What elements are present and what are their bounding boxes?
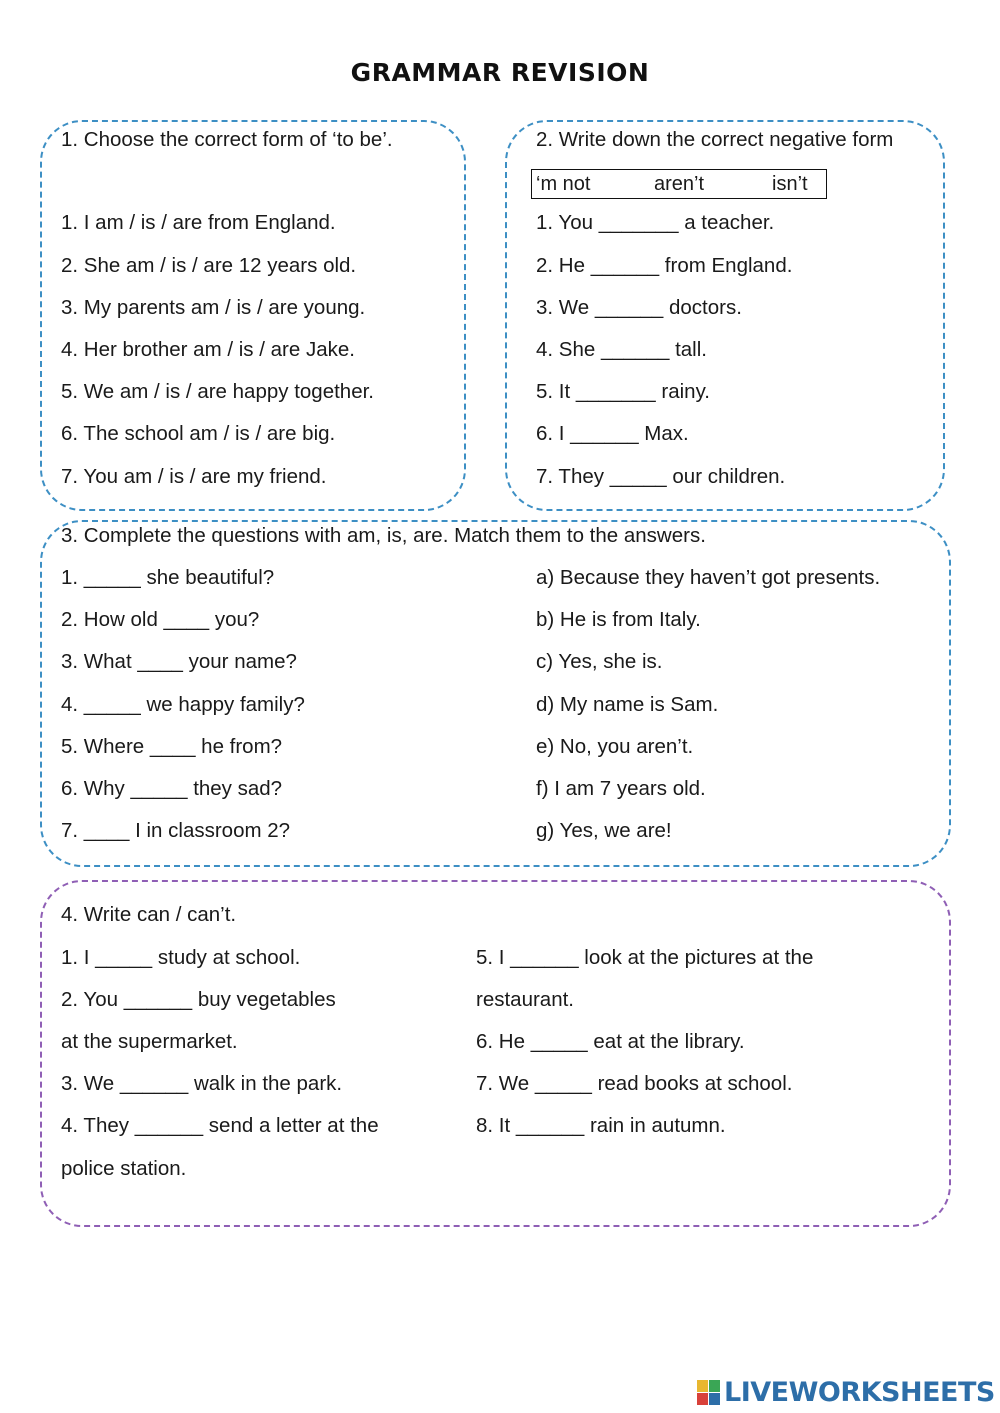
section-4-line: 4. They ______ send a letter at the [61,1114,379,1137]
logo-squares-icon [697,1380,721,1406]
section-1-item: 7. You am / is / are my friend. [61,465,327,488]
section-4-line: 6. He _____ eat at the library. [476,1030,745,1053]
section-3-answer: a) Because they haven’t got presents. [536,566,881,589]
word-option: isn’t [772,173,808,195]
section-3-answer: c) Yes, she is. [536,650,663,673]
section-4-line: restaurant. [476,988,574,1011]
section-4-line: 5. I ______ look at the pictures at the [476,946,814,969]
section-4-line: 8. It ______ rain in autumn. [476,1114,726,1137]
brand-name: LIVEWORKSHEETS [724,1377,995,1408]
section-2-item: 5. It _______ rainy. [536,380,710,403]
section-1-item: 5. We am / is / are happy together. [61,380,374,403]
word-options-box [531,169,827,199]
section-1-item: 3. My parents am / is / are young. [61,296,366,319]
section-3-question: 6. Why _____ they sad? [61,777,283,800]
section-2-item: 7. They _____ our children. [536,465,786,488]
section-4-line: at the supermarket. [61,1030,238,1053]
section-1-item: 2. She am / is / are 12 years old. [61,254,357,277]
section-3-question: 1. _____ she beautiful? [61,566,275,589]
section-2-item: 6. I ______ Max. [536,422,689,445]
section-3-heading: 3. Complete the questions with am, is, are. Match them to the answers. [61,524,706,547]
section-3-question: 7. ____ I in classroom 2? [61,819,291,842]
section-4-heading: 4. Write can / can’t. [61,903,237,926]
section-1-heading: 1. Choose the correct form of ‘to be’. [61,128,393,151]
section-1-item: 4. Her brother am / is / are Jake. [61,338,355,361]
section-3-answer: g) Yes, we are! [536,819,672,842]
section-4-line: 1. I _____ study at school. [61,946,301,969]
section-1-item: 6. The school am / is / are big. [61,422,336,445]
section-3-question: 3. What ____ your name? [61,650,297,673]
word-option: aren’t [654,173,705,195]
section-3-answer: f) I am 7 years old. [536,777,706,800]
section-3-answer: d) My name is Sam. [536,693,719,716]
section-4-line: police station. [61,1157,187,1180]
section-4-line: 3. We ______ walk in the park. [61,1072,343,1095]
section-3-answer: b) He is from Italy. [536,608,701,631]
section-2-item: 1. You _______ a teacher. [536,211,775,234]
word-option: ‘m not [536,173,591,195]
section-2-item: 2. He ______ from England. [536,254,793,277]
section-4-line: 2. You ______ buy vegetables [61,988,336,1011]
page-title: GRAMMAR REVISION [350,58,650,87]
section-3-question: 5. Where ____ he from? [61,735,283,758]
section-2-item: 3. We ______ doctors. [536,296,742,319]
section-3-answer: e) No, you aren’t. [536,735,694,758]
section-1-item: 1. I am / is / are from England. [61,211,336,234]
section-2-item: 4. She ______ tall. [536,338,707,361]
section-2-heading: 2. Write down the correct negative form [536,128,894,151]
section-3-question: 2. How old ____ you? [61,608,260,631]
section-3-question: 4. _____ we happy family? [61,693,305,716]
section-4-line: 7. We _____ read books at school. [476,1072,793,1095]
